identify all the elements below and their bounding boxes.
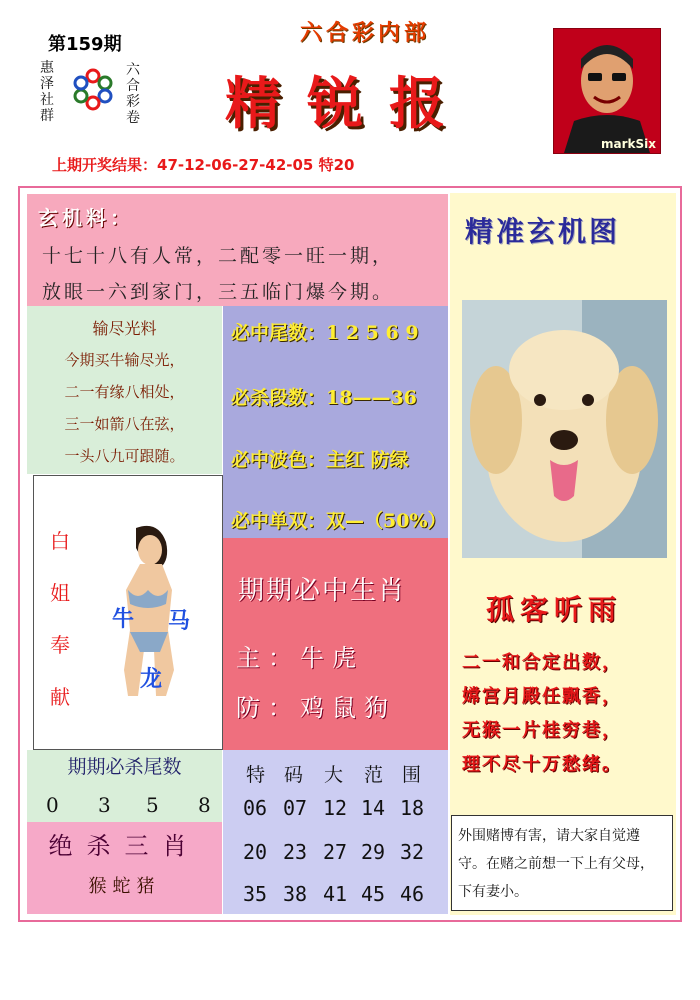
tema-number: 35 xyxy=(243,882,268,906)
logo-right-text: 六合彩卷 xyxy=(126,62,140,126)
shengxiao-guard: 防：鸡鼠狗 xyxy=(236,694,396,722)
shengxiao-title: 期期必中生肖 xyxy=(238,576,407,606)
shawei-digit: 0 xyxy=(46,793,59,817)
animal-ox: 牛 xyxy=(112,606,135,632)
tema-number: 32 xyxy=(400,840,425,864)
shawei-digit: 3 xyxy=(98,793,111,817)
baijie-vertical xyxy=(48,515,72,723)
xuanji-poem xyxy=(42,238,394,310)
marksix-caption: markSix xyxy=(601,137,656,151)
baijie-char: 姐 xyxy=(50,581,70,605)
xuanji-title: 玄机料： xyxy=(38,206,134,230)
shujin-poem xyxy=(27,344,222,472)
bizhong-danshuang: 必中单双：双—（50%） xyxy=(231,510,447,532)
poem-title: 孤客听雨 xyxy=(486,593,623,626)
animal-dragon: 龙 xyxy=(140,666,163,692)
tema-number: 07 xyxy=(283,796,308,820)
animal-horse: 马 xyxy=(168,608,191,634)
tema-header-char: 大 xyxy=(324,764,344,786)
baijie-char: 奉 xyxy=(50,633,70,657)
tema-number: 20 xyxy=(243,840,268,864)
tema-number: 46 xyxy=(400,882,425,906)
gambling-warning: 外围赌博有害，请大家自觉遵守。在赌之前想一下上有父母，下有妻小。 xyxy=(451,815,673,911)
flower-logo-icon xyxy=(70,66,116,112)
poem-line: 理不尽十万愁绪。 xyxy=(462,754,622,775)
host-photo xyxy=(553,28,661,154)
shawei-title: 期期必杀尾数 xyxy=(67,756,182,778)
tema-number: 41 xyxy=(323,882,348,906)
club-logo xyxy=(18,58,153,128)
tema-header-char: 码 xyxy=(284,764,304,786)
bizhong-duanshu: 必杀段数：18——36 xyxy=(231,387,417,409)
shawei-digit: 5 xyxy=(146,793,159,817)
right-title: 精准玄机图 xyxy=(465,215,621,248)
tema-number: 45 xyxy=(361,882,386,906)
jueshao-title: 绝杀三肖 xyxy=(48,832,201,860)
shujin-line: 一头八九可跟随。 xyxy=(64,447,185,465)
tema-header-char: 围 xyxy=(402,764,422,786)
bizhong-weishu: 必中尾数：1 2 5 6 9 xyxy=(231,322,419,344)
logo-left-text: 惠泽社群 xyxy=(40,60,54,124)
xuanji-line: 十七十八有人常，二配零一旺一期， xyxy=(42,245,395,267)
xuanji-line: 放眼一六到家门，三五临门爆今期。 xyxy=(42,281,395,303)
tema-header-char: 范 xyxy=(364,764,384,786)
baijie-char: 献 xyxy=(50,685,70,709)
poem-line: 嫦宫月殿任飘香， xyxy=(462,686,622,707)
tema-number: 27 xyxy=(323,840,348,864)
shawei-digit: 8 xyxy=(198,793,211,817)
shujin-line: 三一如箭八在弦， xyxy=(64,415,185,433)
baijie-char: 白 xyxy=(50,529,70,553)
shujin-line: 二一有缘八相处， xyxy=(64,383,185,401)
shujin-line: 今期买牛输尽光， xyxy=(64,351,185,369)
tema-number: 18 xyxy=(400,796,425,820)
jueshao-animals: 猴蛇猪 xyxy=(88,876,161,897)
tema-header-char: 特 xyxy=(246,764,266,786)
banner-title: 精锐报 xyxy=(225,71,471,137)
poem-line: 二一和合定出数， xyxy=(462,652,622,673)
shengxiao-main: 主：牛虎 xyxy=(236,644,364,672)
bizhong-bose: 必中波色：主红 防绿 xyxy=(231,449,409,471)
banner-subtitle: 六合彩内部 xyxy=(300,20,431,46)
tema-number: 14 xyxy=(361,796,386,820)
tema-number: 29 xyxy=(361,840,386,864)
tema-number: 06 xyxy=(243,796,268,820)
tema-number: 12 xyxy=(323,796,348,820)
shujin-title: 输尽光料 xyxy=(92,319,157,338)
tema-number: 23 xyxy=(283,840,308,864)
issue-number: 第159期 xyxy=(48,34,122,55)
tema-number: 38 xyxy=(283,882,308,906)
poem-line: 无猴一片桂穷巷， xyxy=(462,720,622,741)
last-draw-result: 上期开奖结果：47-12-06-27-42-05 特20 xyxy=(52,156,355,174)
puppy-photo xyxy=(462,300,667,558)
